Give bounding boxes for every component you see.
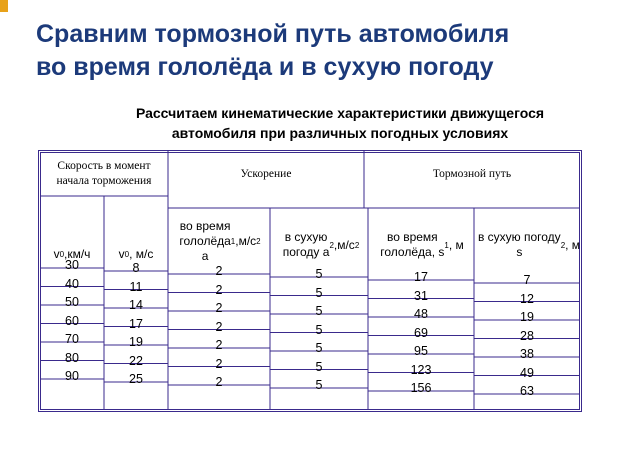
cell-s1-5: 123 [410,362,432,377]
group-header-acceleration: Ускорение [240,167,292,180]
group-header-braking-distance: Тормозной путь [432,167,512,180]
cell-a1-5: 2 [215,356,223,371]
title-line-2: во время гололёда и в сухую погоду [36,53,494,81]
col-header-a1: во время гололёда a 1 ,м/с 2 [179,218,261,263]
cell-s2-4: 38 [520,347,534,362]
cell-v0-kmh-1: 40 [65,276,79,291]
cell-a1-6: 2 [215,375,223,390]
cell-v0-ms-3: 17 [129,316,143,331]
cell-s2-1: 12 [520,291,534,306]
cell-a1-2: 2 [215,301,223,316]
cell-a2-3: 5 [315,322,323,337]
slide-subtitle [40,103,635,143]
subtitle-line-1: Рассчитаем кинематические характеристики движущегося [135,105,545,121]
cell-s2-5: 49 [520,365,534,380]
col-header-v0-kmh: v 0 ,км/ч [53,246,91,261]
cell-a1-0: 2 [215,264,223,279]
cell-a2-0: 5 [315,267,323,282]
cell-a2-1: 5 [315,285,323,300]
cell-v0-kmh-5: 80 [65,350,79,365]
col-header-s1: во время гололёда, s 1 , м [380,230,464,259]
cell-v0-ms-0: 8 [132,261,140,276]
cell-a1-1: 2 [215,282,223,297]
cell-s1-6: 156 [410,381,432,396]
col-header-v0-ms: v 0 , м/с [118,246,154,261]
cell-s2-3: 28 [520,328,534,343]
cell-a2-5: 5 [315,359,323,374]
cell-a1-4: 2 [215,338,223,353]
cell-v0-kmh-2: 50 [65,295,79,310]
cell-s1-1: 31 [414,288,428,303]
cell-s2-2: 19 [520,310,534,325]
col-header-a2: в сухую погоду a 2 ,м/с 2 [282,230,360,259]
cell-v0-ms-6: 25 [129,372,143,387]
cell-s1-2: 48 [414,307,428,322]
slide-corner-decoration [0,0,8,12]
cell-s1-4: 95 [414,344,428,359]
cell-a2-4: 5 [315,341,323,356]
cell-s2-6: 63 [520,384,534,399]
cell-a1-3: 2 [215,319,223,334]
title-line-1: Сравним тормозной путь автомобиля [36,20,510,48]
cell-v0-kmh-4: 70 [65,332,79,347]
cell-v0-ms-1: 11 [129,279,143,294]
cell-v0-ms-4: 19 [129,335,143,350]
group-header-speed: Скорость в момент начала торможения [56,160,152,187]
col-header-s2: в сухую погоду s 2 , м [477,230,581,259]
cell-v0-kmh-0: 30 [65,258,79,273]
slide-title [36,18,626,84]
cell-a2-6: 5 [315,378,323,393]
cell-a2-2: 5 [315,304,323,319]
cell-s1-0: 17 [414,270,428,285]
cell-v0-ms-2: 14 [129,298,143,313]
braking-distance-table [38,150,582,412]
cell-v0-kmh-3: 60 [65,313,79,328]
cell-s1-3: 69 [414,325,428,340]
cell-s2-0: 7 [523,273,531,288]
cell-v0-kmh-6: 90 [65,369,79,384]
subtitle-line-2: автомобиля при различных погодных условиях [171,125,509,141]
cell-v0-ms-5: 22 [129,353,143,368]
